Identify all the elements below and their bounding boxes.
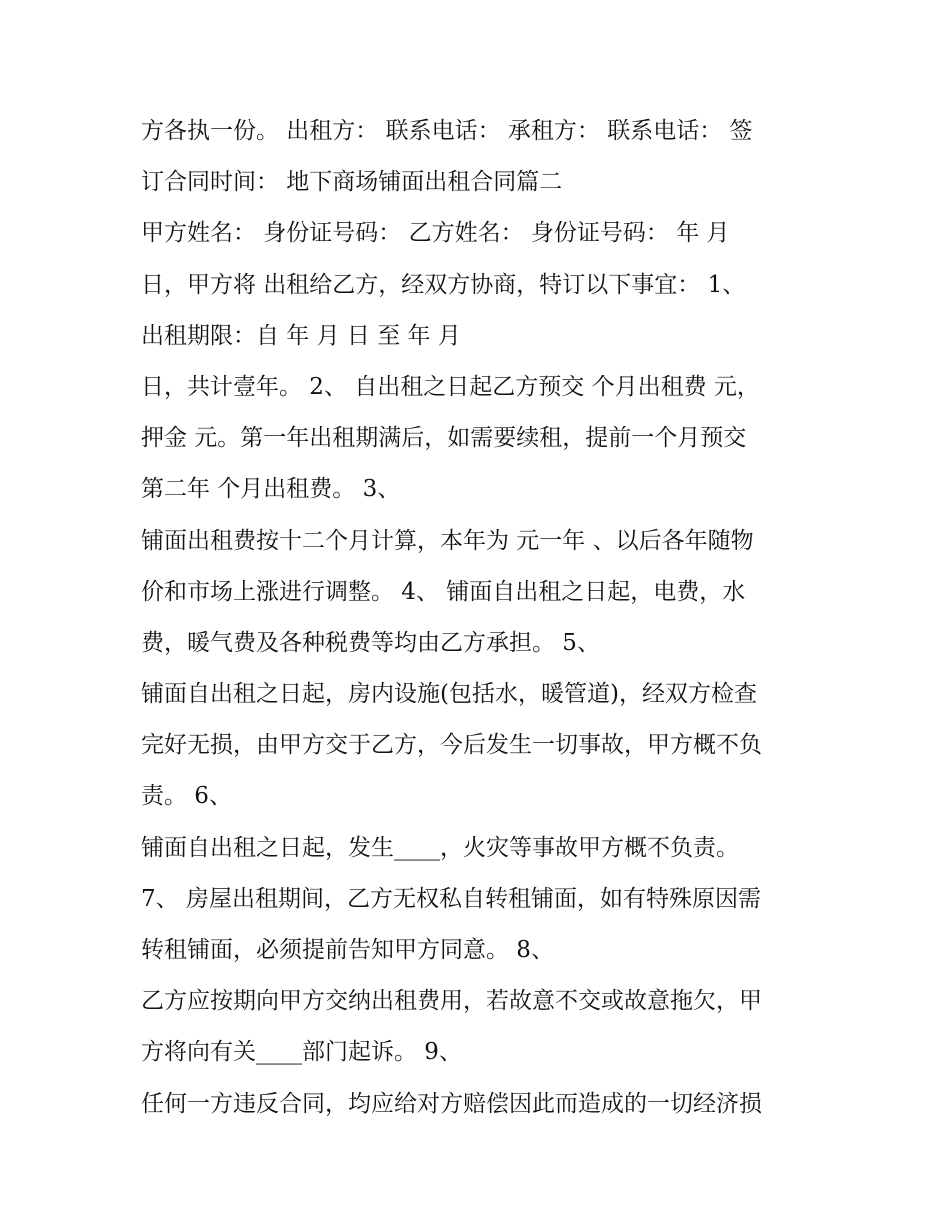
text-line: 铺面自出租之日起，房内设施(包括水，暖管道)，经双方检查 [141,681,757,708]
text-line: 订合同时间： 地下商场铺面出租合同篇二 [141,169,563,196]
text-line: 价和市场上涨进行调整。 4、 铺面自出租之日起，电费，水 [141,578,746,605]
text-line: 完好无损，由甲方交于乙方，今后发生一切事故，甲方概不负 [141,732,762,759]
text-line: 铺面出租费按十二个月计算，本年为 元一年 、以后各年随物 [141,527,754,554]
text-line: 日，甲方将 出租给乙方，经双方协商，特订以下事宜： 1、 [141,271,746,298]
text-line: 方将向有关____部门起诉。 9、 [141,1039,462,1066]
text-line: 责。 6、 [141,783,232,810]
text-line: 转租铺面，必须提前告知甲方同意。 8、 [141,937,554,963]
text-line: 任何一方违反合同，均应给对方赔偿因此而造成的一切经济损 [141,1090,762,1117]
text-line: 费，暖气费及各种税费等均由乙方承担。 5、 [141,629,600,656]
text-line: 方各执一份。 出租方： 联系电话： 承租方： 联系电话： 签 [141,118,753,144]
contract-text [141,106,841,1130]
text-line: 乙方应按期向甲方交纳出租费用，若故意不交或故意拖欠，甲 [141,988,762,1015]
text-line: 日，共计壹年。 2、 自出租之日起乙方预交 个月出租费 元， [141,373,760,400]
text-line: 铺面自出租之日起，发生____，火灾等事故甲方概不负责。 [141,834,739,861]
text-line: 第二年 个月出租费。 3、 [141,476,401,503]
text-line: 7、 房屋出租期间，乙方无权私自转租铺面，如有特殊原因需 [141,885,761,912]
text-line: 出租期限：自 年 月 日 至 年 月 [141,322,461,349]
text-line: 甲方姓名： 身份证号码： 乙方姓名： 身份证号码： 年 月 [141,220,730,247]
text-line: 押金 元。第一年出租期满后，如需要续租，提前一个月预交 [141,425,747,452]
